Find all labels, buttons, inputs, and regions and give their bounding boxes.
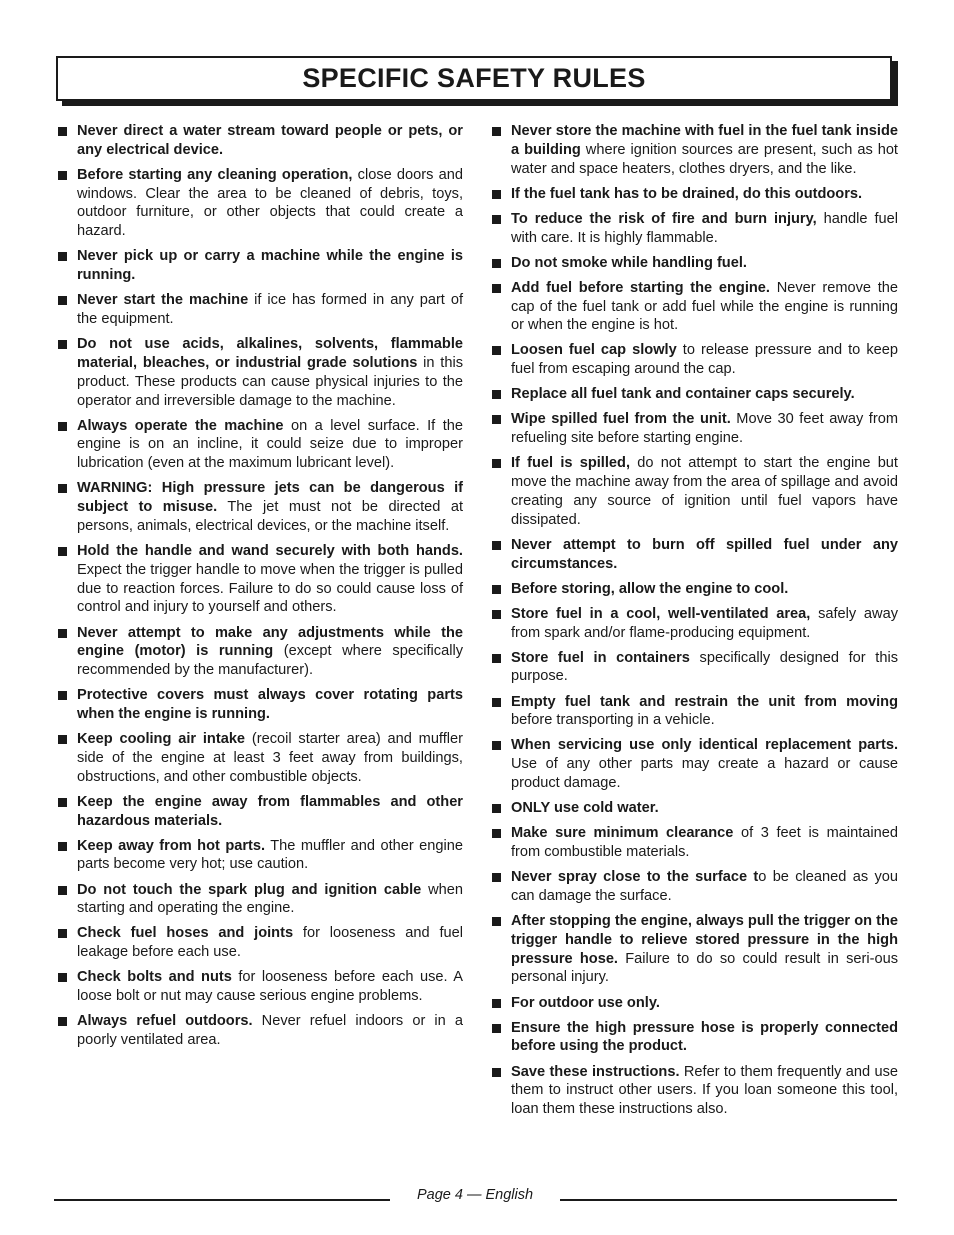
square-bullet-icon	[58, 929, 67, 938]
square-bullet-icon	[58, 296, 67, 305]
square-bullet-icon	[492, 585, 501, 594]
square-bullet-icon	[492, 917, 501, 926]
rule-item	[57, 881, 463, 919]
square-bullet-icon	[58, 842, 67, 851]
rule-item	[491, 736, 898, 792]
rule-item	[57, 686, 463, 724]
footer-rule-right	[560, 1199, 897, 1201]
rule-item	[57, 542, 463, 617]
square-bullet-icon	[492, 1024, 501, 1033]
rule-bold-text: Protective covers must always cover rotating parts when the engine is running.	[77, 687, 463, 722]
square-bullet-icon	[492, 873, 501, 882]
rule-item	[57, 479, 463, 535]
rule-item	[491, 649, 898, 687]
rule-bold-text: Keep away from hot parts.	[77, 837, 266, 854]
rule-text: Never remove the cap of the fuel tank or add fuel while the engine is running or when the engine is hot.	[511, 279, 899, 334]
rule-text: where ignition sources are present, such as hot water and space heaters, clothes dryers, and the like.	[511, 141, 898, 177]
rule-bold-text: Check fuel hoses and joints	[77, 925, 294, 942]
square-bullet-icon	[58, 1017, 67, 1026]
rule-item	[57, 1012, 463, 1050]
rule-text: of 3 feet is maintained from combustible materials.	[511, 825, 898, 861]
square-bullet-icon	[492, 1068, 501, 1077]
square-bullet-icon	[58, 547, 67, 556]
rule-text: Use of any other parts may create a hazard or cause product damage.	[511, 756, 898, 792]
rule-bold-text: To reduce the risk of fire and burn injury,	[511, 210, 817, 227]
rule-item	[491, 385, 898, 404]
rule-text: in this product. These products can cause physical injuries to the operator and irreversible damage to the machine.	[77, 354, 463, 409]
square-bullet-icon	[492, 390, 501, 399]
rule-bold-text: Empty fuel tank and restrain the unit from moving	[511, 693, 898, 710]
rule-bold-text: Never attempt to make any adjustments while the engine (motor) is running	[77, 624, 463, 660]
rule-bold-text: Never start the machine	[77, 292, 249, 309]
square-bullet-icon	[492, 698, 501, 707]
rule-text: The jet must not be directed at persons, animals, electrical devices, or the machine itself.	[77, 499, 464, 534]
square-bullet-icon	[492, 741, 501, 750]
square-bullet-icon	[492, 284, 501, 293]
rule-bold-text: Ensure the high pressure hose is properly connected before using the product.	[511, 1019, 898, 1055]
rule-bold-text: Always operate the machine	[77, 417, 284, 434]
rule-bold-text: Never direct a water stream toward people or pets, or any electrical device.	[77, 123, 463, 158]
rule-item	[491, 1063, 898, 1119]
rule-item	[57, 924, 463, 962]
rule-text: for looseness and fuel leakage before each use.	[77, 925, 463, 961]
right-column	[491, 122, 898, 1125]
rule-text: when starting and operating the engine.	[77, 881, 463, 917]
square-bullet-icon	[58, 484, 67, 493]
rule-bold-text: Never pick up or carry a machine while the engine is running.	[77, 248, 463, 284]
rule-bold-text: Do not touch the spark plug and ignition cable	[77, 881, 422, 898]
rule-bold-text: Add fuel before starting the engine.	[511, 279, 770, 296]
rule-item	[491, 122, 898, 178]
rule-text: safely away from spark and/or flame-producing equipment.	[511, 605, 898, 641]
rule-bold-text: Keep cooling air intake	[77, 731, 246, 748]
rule-bold-text: Check bolts and nuts	[77, 969, 232, 986]
rule-bold-text: Before storing, allow the engine to cool.	[511, 580, 789, 597]
square-bullet-icon	[492, 215, 501, 224]
rule-bold-text: Save these instructions.	[511, 1063, 680, 1080]
square-bullet-icon	[58, 629, 67, 638]
square-bullet-icon	[492, 654, 501, 663]
rule-bold-text: After stopping the engine, always pull the trigger on the trigger handle to relieve stored pressure in the high pressure hose.	[511, 913, 898, 967]
rule-text: Never refuel indoors or in a poorly ventilated area.	[77, 1013, 464, 1049]
rule-bold-text: Hold the handle and wand securely with both hands.	[77, 543, 463, 560]
rule-item	[491, 994, 898, 1013]
rule-item	[491, 410, 898, 448]
square-bullet-icon	[492, 459, 501, 468]
square-bullet-icon	[58, 252, 67, 261]
rule-text: to release pressure and to keep fuel from escaping around the cap.	[511, 342, 898, 378]
rule-bold-text: Do not use acids, alkalines, solvents, flammable material, bleaches, or industrial grade solutions	[77, 336, 463, 371]
square-bullet-icon	[58, 340, 67, 349]
rule-bold-text: Never store the machine with fuel in the fuel tank inside a building	[511, 123, 898, 158]
rule-text: for looseness before each use. A loose bolt or nut may cause serious engine problems.	[77, 969, 463, 1005]
square-bullet-icon	[58, 735, 67, 744]
square-bullet-icon	[492, 127, 501, 136]
square-bullet-icon	[58, 798, 67, 807]
rule-bold-text: Do not smoke while handling fuel.	[511, 254, 747, 271]
footer-rule-left	[54, 1199, 390, 1201]
rule-item	[57, 837, 463, 875]
rule-bold-text: WARNING: High pressure jets can be dangerous if subject to misuse.	[77, 480, 463, 516]
rule-bold-text: Replace all fuel tank and container caps securely.	[511, 386, 855, 403]
rule-item	[491, 341, 898, 379]
rule-bold-text: Never spray close to the surface t	[511, 869, 759, 886]
rule-text: handle fuel with care. It is highly flammable.	[511, 210, 898, 246]
rule-bold-text: For outdoor use only.	[511, 994, 660, 1011]
square-bullet-icon	[58, 973, 67, 982]
square-bullet-icon	[58, 691, 67, 700]
rule-item	[491, 799, 898, 818]
rule-bold-text: Wipe spilled fuel from the unit.	[511, 411, 731, 428]
rule-item	[57, 730, 463, 786]
rule-text: specifically designed for this purpose.	[511, 649, 898, 685]
rule-text: on a level surface. If the engine is on an incline, it could seize due to improper lubrication (even at the maximum lubricant level).	[77, 417, 463, 472]
rule-bold-text: Store fuel in a cool, well-ventilated area,	[511, 605, 811, 622]
square-bullet-icon	[492, 259, 501, 268]
rule-bold-text: When servicing use only identical replacement parts.	[511, 737, 898, 754]
rule-text: before transporting in a vehicle.	[511, 712, 715, 729]
rule-item	[57, 166, 463, 241]
square-bullet-icon	[492, 415, 501, 424]
rule-text: Expect the trigger handle to move when the trigger is pulled due to reaction forces. Failure to do so could cause loss of control and injury to yourself and others.	[77, 561, 463, 616]
rule-text: if ice has formed in any part of the equipment.	[77, 292, 463, 328]
rule-item	[57, 335, 463, 410]
rule-item	[491, 185, 898, 204]
left-column	[57, 122, 463, 1056]
rule-text: o be cleaned as you can damage the surface.	[511, 869, 898, 904]
rule-item	[491, 824, 898, 862]
square-bullet-icon	[58, 127, 67, 136]
rule-text: (except where specifically recommended by the manufacturer).	[77, 643, 463, 679]
rule-bold-text: Always refuel outdoors.	[77, 1013, 253, 1030]
rule-bold-text: ONLY use cold water.	[511, 800, 659, 817]
rule-text: close doors and windows. Clear the area to be cleaned of debris, toys, outdoor furniture, or other objects that could create a hazard.	[77, 166, 463, 240]
rule-item	[57, 417, 463, 473]
square-bullet-icon	[58, 171, 67, 180]
rule-text: Failure to do so could result in seri-ous personal injury.	[511, 950, 899, 986]
square-bullet-icon	[492, 541, 501, 550]
rule-text: Refer to them frequently and use them to instruct other users. If you loan someone this tool, loan them these instructions also.	[511, 1063, 898, 1118]
page-title: SPECIFIC SAFETY RULES	[302, 63, 646, 93]
rule-item	[491, 210, 898, 248]
rule-bold-text: Loosen fuel cap slowly	[511, 342, 677, 359]
rule-bold-text: If the fuel tank has to be drained, do this outdoors.	[511, 185, 863, 202]
rule-item	[491, 536, 898, 574]
rule-bold-text: Never attempt to burn off spilled fuel under any circumstances.	[511, 536, 898, 572]
rule-item	[491, 279, 898, 335]
square-bullet-icon	[492, 610, 501, 619]
rule-item	[57, 968, 463, 1006]
rule-item	[57, 247, 463, 285]
rule-item	[491, 912, 898, 987]
rule-item	[491, 454, 898, 529]
rule-bold-text: Store fuel in containers	[511, 649, 690, 666]
page-number: Page 4 — English	[416, 1187, 534, 1203]
square-bullet-icon	[492, 346, 501, 355]
rule-item	[491, 1019, 898, 1057]
square-bullet-icon	[492, 829, 501, 838]
square-bullet-icon	[492, 190, 501, 199]
rule-item	[57, 122, 463, 160]
square-bullet-icon	[492, 999, 501, 1008]
title-banner	[56, 56, 892, 101]
rule-item	[491, 580, 898, 599]
rule-text: The muffler and other engine parts become very hot; use caution.	[77, 837, 463, 873]
square-bullet-icon	[492, 804, 501, 813]
rule-item	[491, 693, 898, 731]
rule-item	[57, 624, 463, 680]
rule-bold-text: Keep the engine away from flammables and other hazardous materials.	[77, 793, 463, 829]
rule-item	[57, 291, 463, 329]
square-bullet-icon	[58, 422, 67, 431]
rule-bold-text: Make sure minimum clearance	[511, 825, 734, 842]
rule-text: do not attempt to start the engine but move the machine away from the area of spillage and avoid creating any source of ignition until fuel vapors have dissipated.	[511, 455, 898, 528]
rule-item	[491, 605, 898, 643]
square-bullet-icon	[58, 886, 67, 895]
rule-item	[57, 793, 463, 831]
rule-item	[491, 254, 898, 273]
rule-item	[491, 868, 898, 906]
rule-bold-text: Before starting any cleaning operation,	[77, 166, 353, 183]
rule-text: (recoil starter area) and muffler side of the engine at least 3 feet away from buildings, obstructions, and other combustible objects.	[77, 731, 464, 785]
rule-text: Move 30 feet away from refueling site before starting engine.	[511, 411, 898, 447]
rule-bold-text: If fuel is spilled,	[511, 455, 630, 472]
